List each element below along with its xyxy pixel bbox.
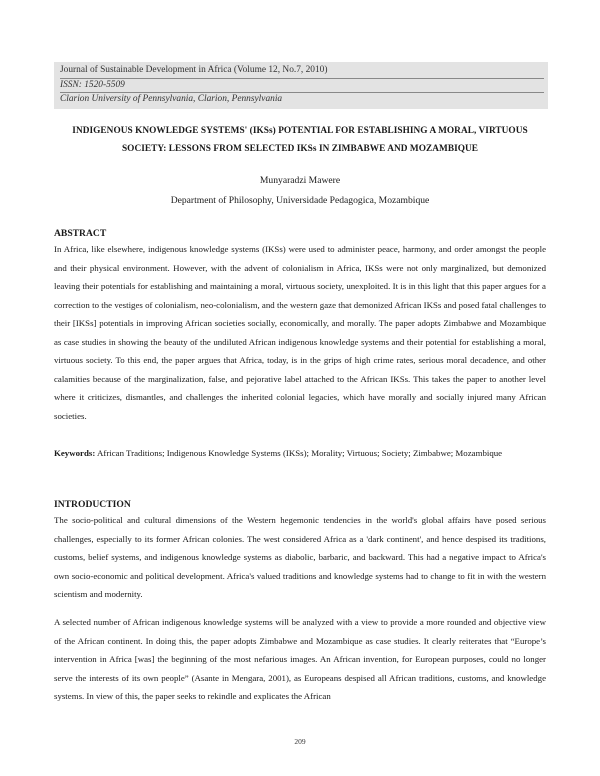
- keywords-text: African Traditions; Indigenous Knowledge Systems (IKSs); Morality; Virtuous; Society; Zimbabwe; Mozambique: [97, 448, 503, 458]
- journal-header: [54, 62, 548, 109]
- header-rule: [60, 92, 544, 93]
- publisher: Clarion University of Pennsylvania, Clarion, Pennsylvania: [60, 94, 283, 104]
- author-affiliation: Department of Philosophy, Universidade Pedagogica, Mozambique: [170, 195, 430, 206]
- introduction-heading: INTRODUCTION: [54, 499, 131, 510]
- issn: ISSN: 1520-5509: [60, 79, 125, 90]
- page-number: 209: [294, 737, 306, 746]
- keywords-label: Keywords:: [54, 448, 96, 458]
- journal-name: Journal of Sustainable Development in Africa (Volume 12, No.7, 2010): [60, 65, 328, 75]
- abstract-heading: ABSTRACT: [54, 228, 107, 239]
- introduction-paragraph-2: A selected number of African indigenous knowledge systems will be analyzed with a view to provide a more rounded and objective view of the African continent. In doing this, the paper adopts Zimbabwe and Mozambique as case studies. It clearly reiterates that “Europe’s intervention in Africa [was] the beginning of the most nefarious images. An African invention, for European purposes, could no longer serve the interests of its own people” (Asante in Mengara, 2001), as Europeans despised all African traditions, customs, and knowledge systems. In view of this, the paper seeks to rekindle and explicates the African: [54, 617, 546, 701]
- header-rule: [60, 78, 544, 79]
- abstract-text: In Africa, like elsewhere, indigenous knowledge systems (IKSs) were used to administer peace, harmony, and order amongst the people and their physical environment. However, with the advent of colonialism in Africa, IKSs were not only marginalized, but demonized leaving their potentials for establishing and maintaining a moral, virtuous society, unexploited. It is in this light that this paper argues for a correction to the vestiges of colonialism, neo-colonialism, and the western gaze that demonized African IKSs and posed fatal challenges to their [IKSs] potentials in improving African societies socially, economically, and morally. The paper adopts Zimbabwe and Mozambique as case studies in showing the beauty of the undiluted African indigenous knowledge systems and their potential for establishing a moral, virtuous society. To this end, the paper argues that Africa, today, is in the grips of high crime rates, serious moral decadence, and other calamities because of the marginalization, false, and pejorative label attached to the African IKSs. This takes the paper to another level where it criticizes, dismantles, and challenges the inherited colonial legacies, which have morally and socially injured many African societies.: [54, 244, 546, 421]
- author-name: Munyaradzi Mawere: [259, 175, 341, 186]
- keywords: [54, 444, 546, 463]
- introduction-paragraph-1: The socio-political and cultural dimensions of the Western hegemonic tendencies in the world's global affairs have posed serious challenges, especially to its former African colonies. The west considered Africa as a 'dark continent', and hence despised its traditions, customs, belief systems, and indigenous knowledge systems as diabolic, barbaric, and backward. This had a negative impact to Africa's own socio-economic and political development. Africa's valued traditions and knowledge systems had to change to fit in with the western scientism and modernity.: [54, 515, 546, 599]
- paper-title: INDIGENOUS KNOWLEDGE SYSTEMS' (IKSs) POTENTIAL FOR ESTABLISHING A MORAL, VIRTUOUS SOCIETY: LESSONS FROM SELECTED IKSs IN ZIMBABWE AND MOZAMBIQUE: [72, 126, 528, 154]
